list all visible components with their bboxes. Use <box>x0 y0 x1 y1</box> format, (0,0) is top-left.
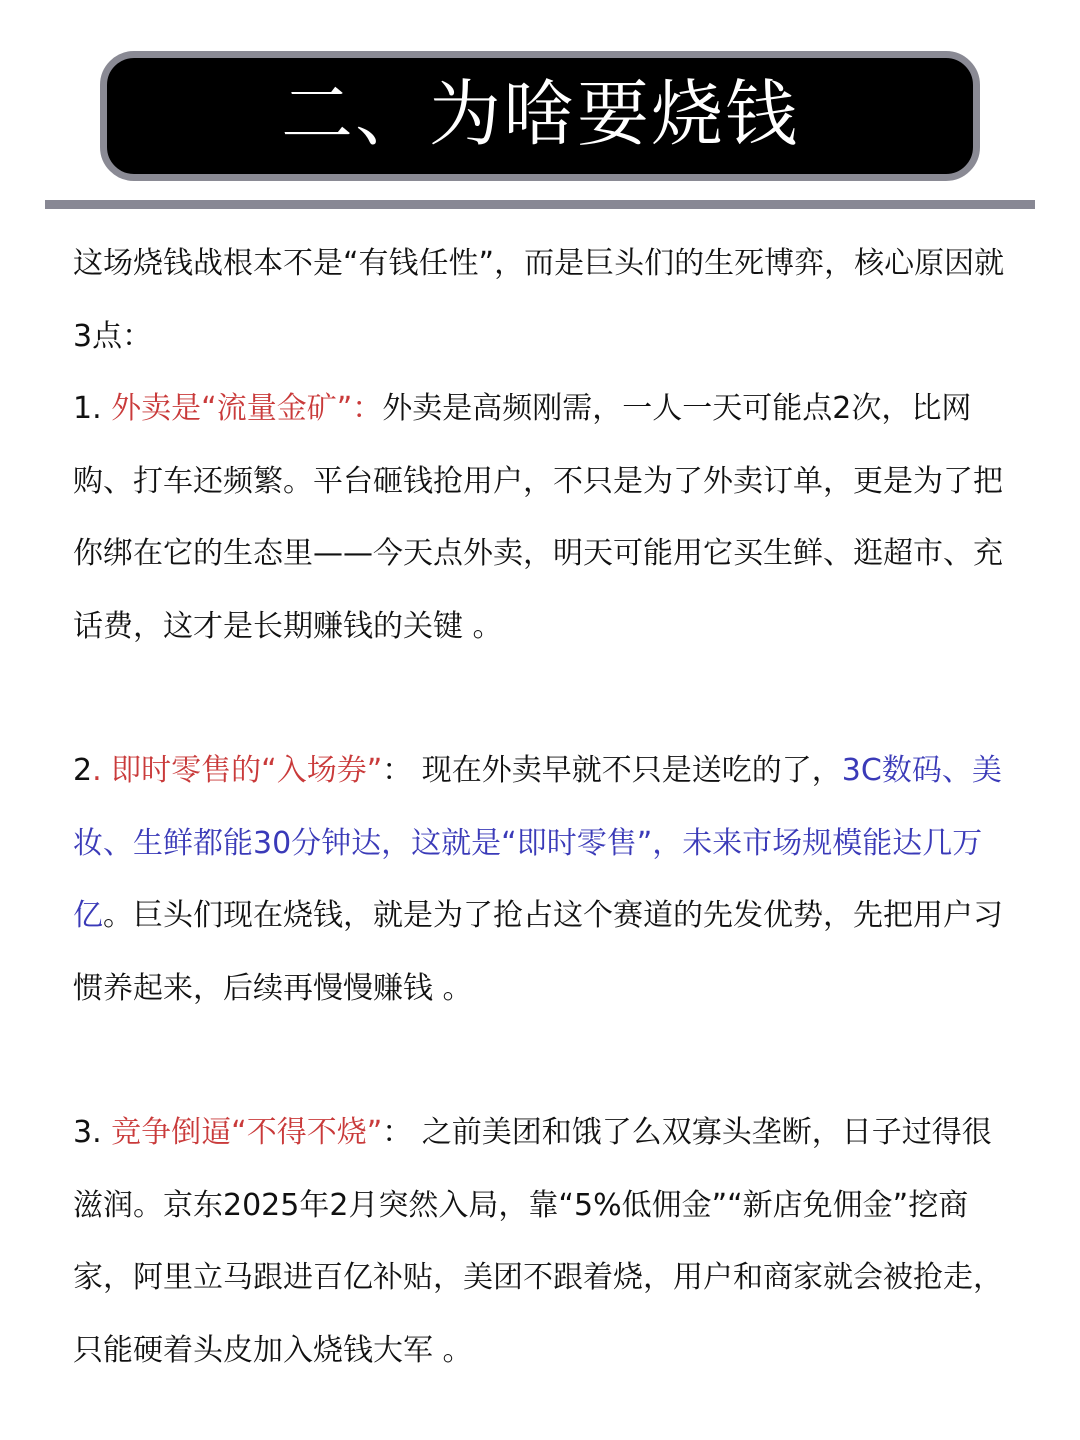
section-divider <box>45 200 1035 209</box>
spacer <box>73 1025 1018 1097</box>
point-2-colon: ： <box>382 753 422 788</box>
point-2-heading: . 即时零售的“入场券” <box>92 753 383 788</box>
page-title: 二、为啥要烧钱 <box>280 72 799 156</box>
point-3-colon: ： <box>382 1115 422 1150</box>
spacer <box>73 663 1018 735</box>
point-2-highlight: 3C数码、美妆、生鲜都能30分钟达，这就是“即时零售”，未来市场规模能达几万亿 <box>73 753 1002 933</box>
point-2 <box>73 735 1018 1025</box>
point-2-body-before: 现在外卖早就不只是送吃的了， <box>421 753 842 788</box>
point-3-number: 3. <box>73 1115 102 1150</box>
point-1-number: 1. <box>73 391 102 426</box>
point-1-heading: 外卖是“流量金矿”： <box>101 391 383 426</box>
point-1-body: 外卖是高频刚需，一人一天可能点2次，比网购、打车还频繁。平台砸钱抢用户，不只是为了外卖订单，更是为了把你绑在它的生态里——今天点外卖，明天可能用它买生鲜、逛超市、充话费，这才是长期赚钱的关键 。 <box>73 391 1003 644</box>
point-3-heading: 竞争倒逼“不得不烧” <box>101 1115 383 1150</box>
point-1 <box>73 373 1018 663</box>
article-body <box>73 228 1018 1387</box>
point-3 <box>73 1097 1018 1387</box>
title-banner <box>100 51 980 181</box>
point-3-body: 之前美团和饿了么双寡头垄断，日子过得很滋润。京东2025年2月突然入局，靠“5%低佣金”“新店免佣金”挖商家，阿里立马跟进百亿补贴，美团不跟着烧，用户和商家就会被抢走，只能硬着头皮加入烧钱大军 。 <box>73 1115 1003 1368</box>
point-2-body-after: 。巨头们现在烧钱，就是为了抢占这个赛道的先发优势，先把用户习惯养起来，后续再慢慢赚钱 。 <box>73 898 1003 1006</box>
intro-text: 这场烧钱战根本不是“有钱任性”，而是巨头们的生死博弈，核心原因就3点： <box>73 246 1005 354</box>
intro-paragraph <box>73 228 1018 373</box>
point-2-number: 2 <box>73 753 93 788</box>
